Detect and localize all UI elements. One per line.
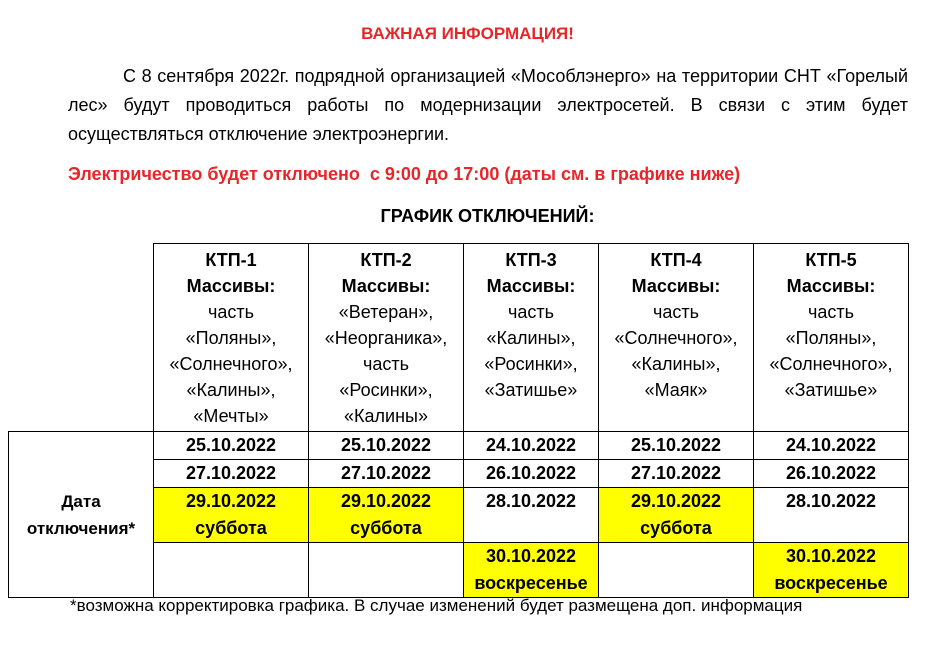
date-cell: [309, 432, 464, 460]
outage-date: 25.10.2022: [185, 435, 277, 455]
weekday-label: суббота: [350, 518, 422, 538]
massivy-label: Массивы:: [631, 276, 721, 296]
outage-date: 25.10.2022: [630, 435, 722, 455]
date-cell: [309, 488, 464, 543]
outage-date: 25.10.2022: [340, 435, 432, 455]
massiv-item: «Калины»,: [186, 380, 276, 400]
ktp-header-row: [9, 244, 909, 432]
schedule-title: ГРАФИК ОТКЛЮЧЕНИЙ:: [380, 206, 595, 226]
outage-date: 27.10.2022: [185, 463, 277, 483]
date-row-1: [9, 432, 909, 460]
outage-date: 30.10.2022: [785, 546, 877, 566]
weekday-label: воскресенье: [774, 573, 888, 593]
notice-paragraph-text: С 8 сентября 2022г. подрядной организацией «Мособлэнерго» на территории СНТ «Горелый лес» будут проводиться работы по модернизации электросетей. В связи с этим будет осуществляться отключение электроэнергии.: [68, 66, 908, 144]
date-cell: [309, 543, 464, 598]
weekday-label: суббота: [195, 518, 267, 538]
table-corner: [9, 244, 154, 432]
date-cell: [599, 432, 754, 460]
massiv-item: «Поляны»,: [785, 328, 877, 348]
ktp-header-1: [154, 244, 309, 432]
row-label-outage-date: Дата отключения*: [9, 432, 154, 598]
outage-date: 26.10.2022: [485, 463, 577, 483]
massiv-item: «Росинки»,: [484, 354, 578, 374]
date-cell: [754, 432, 909, 460]
date-cell: [154, 432, 309, 460]
outage-schedule-table: [8, 243, 909, 598]
date-cell: [464, 460, 599, 488]
date-cell: [599, 488, 754, 543]
ktp-name: КТП-5: [805, 250, 857, 270]
massiv-item: «Калины»,: [631, 354, 721, 374]
date-cell: [754, 488, 909, 543]
massiv-item: «Калины»,: [486, 328, 576, 348]
massiv-item: «Мечты»: [193, 406, 269, 426]
weekday-label: воскресенье: [474, 573, 588, 593]
massiv-item: часть: [207, 302, 254, 322]
outage-date: 27.10.2022: [630, 463, 722, 483]
massiv-item: часть: [362, 354, 409, 374]
massiv-item: часть: [507, 302, 554, 322]
date-cell: [464, 488, 599, 543]
ktp-header-5: [754, 244, 909, 432]
massiv-item: «Неорганика»,: [324, 328, 448, 348]
massivy-label: Массивы:: [486, 276, 576, 296]
date-cell: [464, 543, 599, 598]
massiv-item: «Поляны»,: [185, 328, 277, 348]
massivy-label: Массивы:: [341, 276, 431, 296]
massiv-item: «Ветеран»,: [338, 302, 434, 322]
outage-date: 28.10.2022: [485, 491, 577, 511]
outage-date: 29.10.2022: [185, 491, 277, 511]
massivy-label: Массивы:: [786, 276, 876, 296]
ktp-name: КТП-1: [205, 250, 257, 270]
ktp-name: КТП-3: [505, 250, 557, 270]
date-cell: [309, 460, 464, 488]
date-cell: [154, 543, 309, 598]
date-cell: [754, 460, 909, 488]
massiv-item: «Солнечного»,: [614, 328, 738, 348]
massiv-item: часть: [807, 302, 854, 322]
notice-paragraph: [68, 62, 908, 149]
ktp-header-4: [599, 244, 754, 432]
outage-date: 24.10.2022: [485, 435, 577, 455]
date-cell: [464, 432, 599, 460]
massiv-item: «Солнечного»,: [769, 354, 893, 374]
date-cell: [599, 543, 754, 598]
ktp-header-2: [309, 244, 464, 432]
outage-date: 30.10.2022: [485, 546, 577, 566]
outage-date: 29.10.2022: [630, 491, 722, 511]
weekday-label: суббота: [640, 518, 712, 538]
date-cell: [154, 460, 309, 488]
outage-date: 28.10.2022: [785, 491, 877, 511]
date-cell: [754, 543, 909, 598]
ktp-name: КТП-2: [360, 250, 412, 270]
massiv-item: «Затишье»: [784, 380, 878, 400]
outage-date: 24.10.2022: [785, 435, 877, 455]
massiv-item: «Калины»: [344, 406, 428, 426]
outage-date: 27.10.2022: [340, 463, 432, 483]
outage-date: 26.10.2022: [785, 463, 877, 483]
massiv-item: «Росинки»,: [339, 380, 433, 400]
massivy-label: Массивы:: [186, 276, 276, 296]
ktp-header-3: [464, 244, 599, 432]
massiv-item: «Затишье»: [484, 380, 578, 400]
massiv-item: «Маяк»: [644, 380, 708, 400]
notice-title: ВАЖНАЯ ИНФОРМАЦИЯ!: [361, 24, 574, 43]
massiv-item: часть: [652, 302, 699, 322]
outage-time-warning: Электричество будет отключено с 9:00 до 17:00 (даты см. в графике ниже): [68, 164, 741, 184]
ktp-name: КТП-4: [650, 250, 702, 270]
outage-date: 29.10.2022: [340, 491, 432, 511]
massiv-item: «Солнечного»,: [169, 354, 293, 374]
footnote: *возможна корректировка графика. В случае изменений будет размещена доп. информация: [70, 596, 803, 615]
date-cell: [599, 460, 754, 488]
date-cell: [154, 488, 309, 543]
